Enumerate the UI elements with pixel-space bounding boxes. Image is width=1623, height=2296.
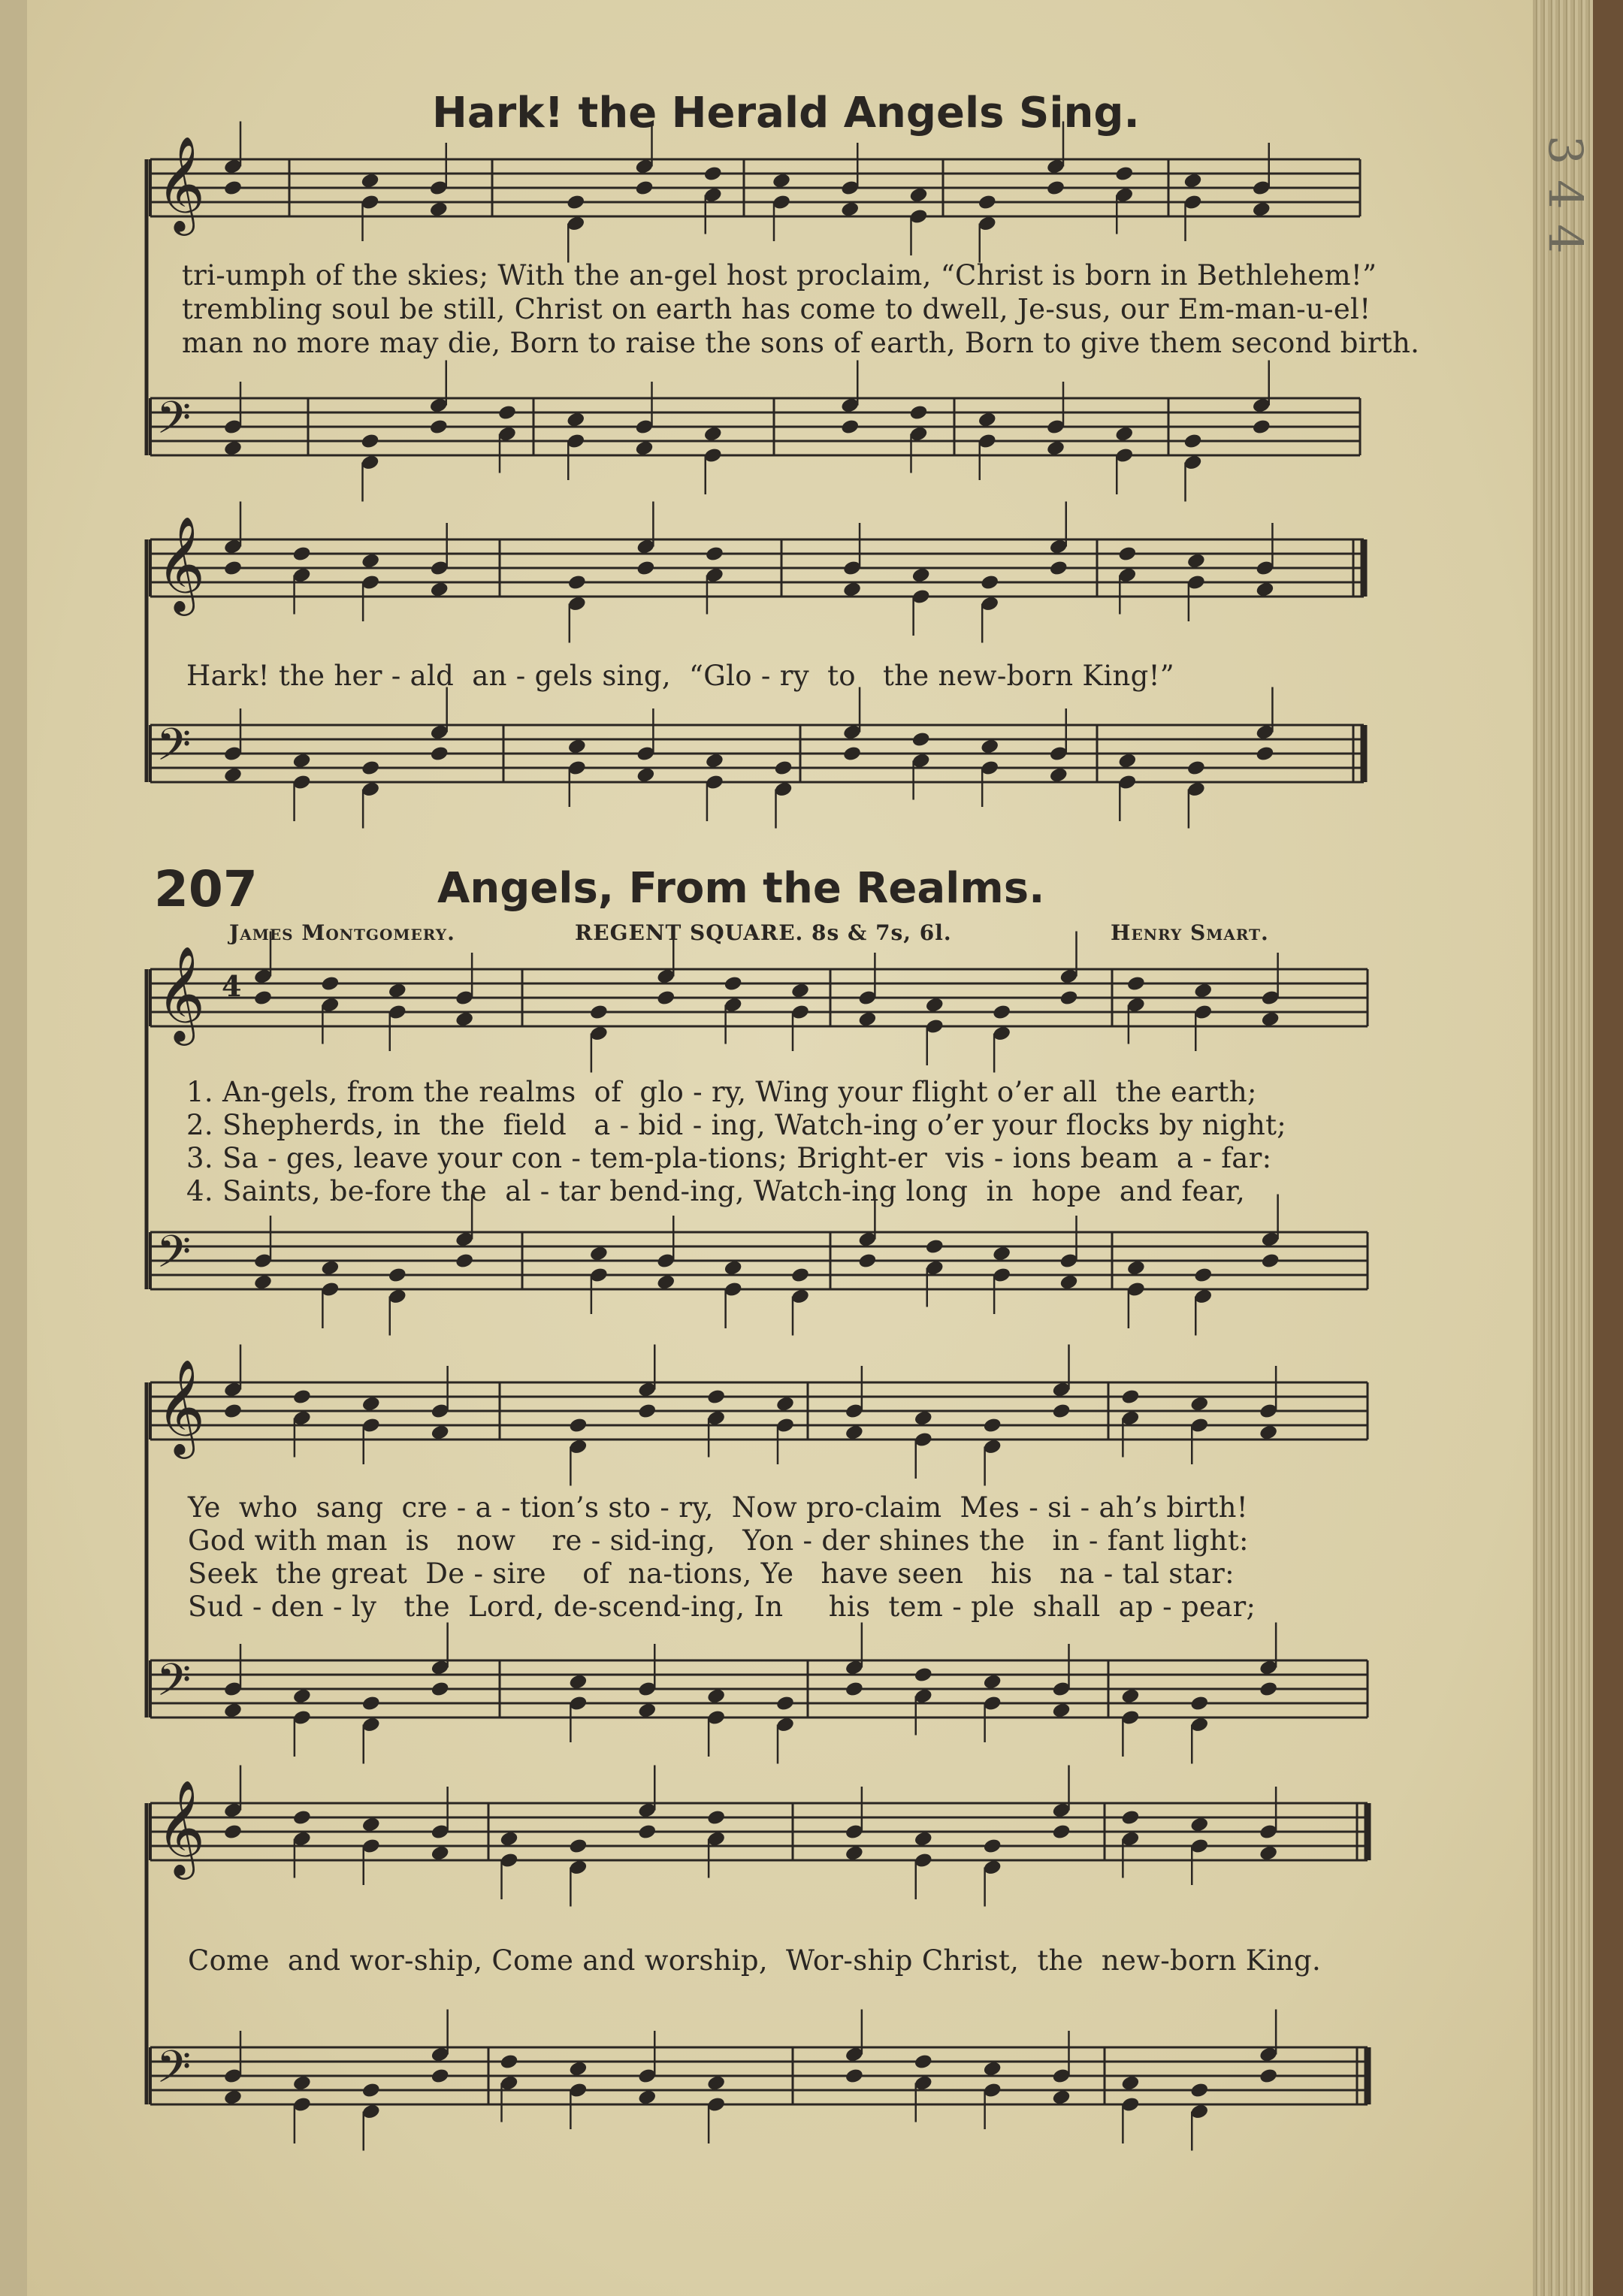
note-head (223, 180, 243, 197)
note-head (361, 552, 380, 569)
note-head (790, 1267, 810, 1284)
note-head (568, 2060, 588, 2077)
note-head (980, 738, 999, 755)
note-head (292, 1687, 312, 1705)
note-head (568, 1417, 588, 1434)
note-head (223, 560, 243, 577)
note-head (567, 574, 587, 591)
bass-clef-icon: 𝄢 (156, 2041, 192, 2104)
note-head (292, 545, 311, 563)
note-head (705, 545, 724, 563)
note-head (430, 581, 449, 598)
hymn-207-title: Angels, From the Realms. (437, 864, 1045, 913)
note-head (845, 1844, 864, 1862)
note-head (223, 440, 243, 457)
note-head (911, 566, 931, 584)
note-head (499, 2053, 518, 2071)
second-line-4: Sud - den - ly the Lord, de-scend-ing, In his tem - ple shall ap - pear; (188, 1591, 1256, 1623)
note-head (431, 1844, 450, 1862)
note-head (842, 581, 862, 598)
note-head (1049, 766, 1068, 784)
note-head (914, 1830, 933, 1847)
note-head (1051, 2089, 1071, 2106)
note-head (1259, 1424, 1278, 1441)
note-head (1120, 1388, 1140, 1406)
note-head (634, 180, 654, 197)
note-head (568, 1673, 588, 1690)
note-head (703, 165, 723, 183)
note-head (724, 975, 743, 992)
note-head (360, 433, 379, 450)
note-head (1255, 745, 1274, 763)
time-signature: 4 (222, 969, 242, 1003)
note-head (790, 982, 810, 999)
lyric-line: man no more may die, Born to raise the sons of earth, Born to give them second birth. (182, 327, 1420, 359)
note-head (1189, 1395, 1209, 1412)
note-head (566, 194, 585, 211)
note-head (223, 1702, 243, 1719)
note-head (1114, 425, 1134, 443)
note-head (1046, 180, 1065, 197)
note-head (914, 1409, 933, 1427)
note-head (845, 1424, 864, 1441)
note-head (1189, 1695, 1209, 1712)
lyric-line: trembling soul be still, Christ on earth has come to dwell, Je-sus, our Em-man-u-el! (182, 293, 1371, 325)
note-head (360, 172, 379, 189)
note-head (1059, 989, 1078, 1007)
note-head (223, 1403, 243, 1420)
note-head (845, 2068, 864, 2085)
note-head (637, 1702, 657, 1719)
bass-clef-icon: 𝄢 (156, 391, 192, 455)
note-head (911, 731, 931, 748)
note-head (431, 2068, 450, 2085)
note-head (429, 201, 449, 218)
note-head (656, 1273, 675, 1291)
note-head (1051, 1702, 1071, 1719)
note-head (983, 1838, 1002, 1855)
note-head (1049, 560, 1068, 577)
note-head (1193, 982, 1213, 999)
note-head (980, 574, 999, 591)
note-head (1051, 1403, 1071, 1420)
bass-clef-icon: 𝄢 (156, 1654, 192, 1717)
note-head (455, 1011, 474, 1028)
note-head (1189, 2082, 1209, 2099)
note-head (914, 1666, 933, 1684)
note-head (775, 1695, 795, 1712)
note-head (840, 418, 860, 436)
note-head (1183, 172, 1202, 189)
note-head (1120, 1687, 1140, 1705)
note-head (1126, 975, 1146, 992)
note-head (914, 2053, 933, 2071)
note-head (568, 1838, 588, 1855)
verse-line-3: 3. Sa - ges, leave your con - tem-pla-tions; Bright-er vis - ions beam a - far: (186, 1142, 1272, 1174)
note-head (1189, 1816, 1209, 1833)
note-head (1261, 1011, 1280, 1028)
note-head (857, 1252, 877, 1270)
note-head (656, 989, 675, 1007)
treble-clef-icon: 𝄞 (156, 515, 206, 612)
note-head (499, 1830, 518, 1847)
note-head (361, 1816, 381, 1833)
composer-credit: Henry Smart. (1111, 920, 1269, 945)
note-head (589, 1004, 609, 1021)
note-head (706, 1687, 726, 1705)
pencil-margin-note: 3 4 4 (1538, 135, 1593, 254)
note-head (1120, 1809, 1140, 1826)
note-head (925, 1238, 944, 1255)
note-head (1186, 552, 1206, 569)
verse-line-2: 2. Shepherds, in the field a - bid - ing, Watch-ing o’er your flocks by night; (186, 1109, 1287, 1141)
note-head (1046, 440, 1065, 457)
note-head (292, 1388, 312, 1406)
note-head (320, 1259, 340, 1276)
note-head (992, 1245, 1011, 1262)
note-head (1193, 1267, 1213, 1284)
note-head (706, 2074, 726, 2092)
note-head (1117, 752, 1137, 769)
note-head (1114, 165, 1134, 183)
note-head (361, 1395, 381, 1412)
note-head (388, 1267, 407, 1284)
hymn-206-title: Hark! the Herald Angels Sing. (432, 89, 1140, 137)
note-head (455, 1252, 474, 1270)
verse-line-4: 4. Saints, be-fore the al - tar bend-ing, Watch-ing long in hope and fear, (186, 1175, 1246, 1207)
refrain-lyric: Hark! the her - ald an - gels sing, “Glo - ry to the new-born King!” (186, 660, 1174, 692)
note-head (361, 2082, 381, 2099)
note-head (724, 1259, 743, 1276)
note-head (1252, 418, 1271, 436)
note-head (253, 989, 273, 1007)
bass-clef-icon: 𝄢 (156, 718, 192, 781)
note-head (925, 996, 944, 1014)
note-head (589, 1245, 609, 1262)
note-head (983, 2060, 1002, 2077)
note-head (1259, 1681, 1278, 1698)
note-head (388, 982, 407, 999)
note-head (431, 1681, 450, 1698)
note-head (908, 186, 928, 204)
note-head (983, 1673, 1002, 1690)
note-head (497, 404, 517, 421)
note-head (253, 1273, 273, 1291)
note-head (636, 560, 655, 577)
note-head (1120, 2074, 1140, 2092)
note-head (292, 752, 311, 769)
note-head (431, 1424, 450, 1441)
note-head (637, 1823, 657, 1841)
note-head (1252, 201, 1271, 218)
note-head (320, 975, 340, 992)
refrain-lyric-207: Come and wor-ship, Come and worship, Wor-ship Christ, the new-born King. (188, 1944, 1322, 1977)
note-head (840, 201, 860, 218)
note-head (1186, 760, 1206, 777)
second-line-2: God with man is now re - sid-ing, Yon - der shines the in - fant light: (188, 1524, 1249, 1557)
note-head (773, 760, 793, 777)
note-head (978, 411, 997, 428)
note-head (772, 172, 791, 189)
note-head (223, 1823, 243, 1841)
treble-clef-icon: 𝄞 (156, 135, 206, 231)
verse-line-1: 1. An-gels, from the realms of glo - ry, Wing your flight o’er all the earth; (186, 1076, 1257, 1108)
note-head (1261, 1252, 1280, 1270)
note-head (706, 1388, 726, 1406)
note-head (292, 2074, 312, 2092)
tune-name: REGENT SQUARE. 8s & 7s, 6l. (575, 920, 952, 945)
note-head (567, 738, 587, 755)
note-head (1259, 2068, 1278, 2085)
note-head (1183, 433, 1202, 450)
second-line-1: Ye who sang cre - a - tion’s sto - ry, Now pro-claim Mes - si - ah’s birth! (188, 1491, 1248, 1524)
note-head (842, 745, 862, 763)
note-head (1051, 1823, 1071, 1841)
bass-clef-icon: 𝄢 (156, 1225, 192, 1288)
lyric-line: tri-umph of the skies; With the an-gel host proclaim, “Christ is born in Bethlehem!” (182, 259, 1377, 292)
treble-clef-icon: 𝄞 (156, 1358, 206, 1455)
second-line-3: Seek the great De - sire of na-tions, Ye have seen his na - tal star: (188, 1557, 1235, 1590)
author-credit: James Montgomery. (229, 920, 455, 945)
note-head (634, 440, 654, 457)
note-head (430, 745, 449, 763)
note-head (566, 411, 585, 428)
note-head (637, 2089, 657, 2106)
note-head (978, 194, 997, 211)
note-head (992, 1004, 1011, 1021)
note-head (983, 1417, 1002, 1434)
treble-clef-icon: 𝄞 (156, 945, 206, 1041)
note-head (223, 2089, 243, 2106)
note-head (703, 425, 723, 443)
note-head (775, 1395, 795, 1412)
note-head (636, 766, 655, 784)
note-head (292, 1809, 312, 1826)
note-head (361, 760, 380, 777)
note-head (908, 404, 928, 421)
hymn-number: 207 (154, 860, 258, 918)
treble-clef-icon: 𝄞 (156, 1779, 206, 1875)
note-head (637, 1403, 657, 1420)
note-head (429, 418, 449, 436)
note-head (1117, 545, 1137, 563)
note-head (706, 1809, 726, 1826)
note-head (361, 1695, 381, 1712)
note-head (1126, 1259, 1146, 1276)
note-head (845, 1681, 864, 1698)
note-head (1259, 1844, 1278, 1862)
note-head (1059, 1273, 1078, 1291)
note-head (857, 1011, 877, 1028)
note-head (223, 766, 243, 784)
note-head (705, 752, 724, 769)
note-head (1255, 581, 1274, 598)
